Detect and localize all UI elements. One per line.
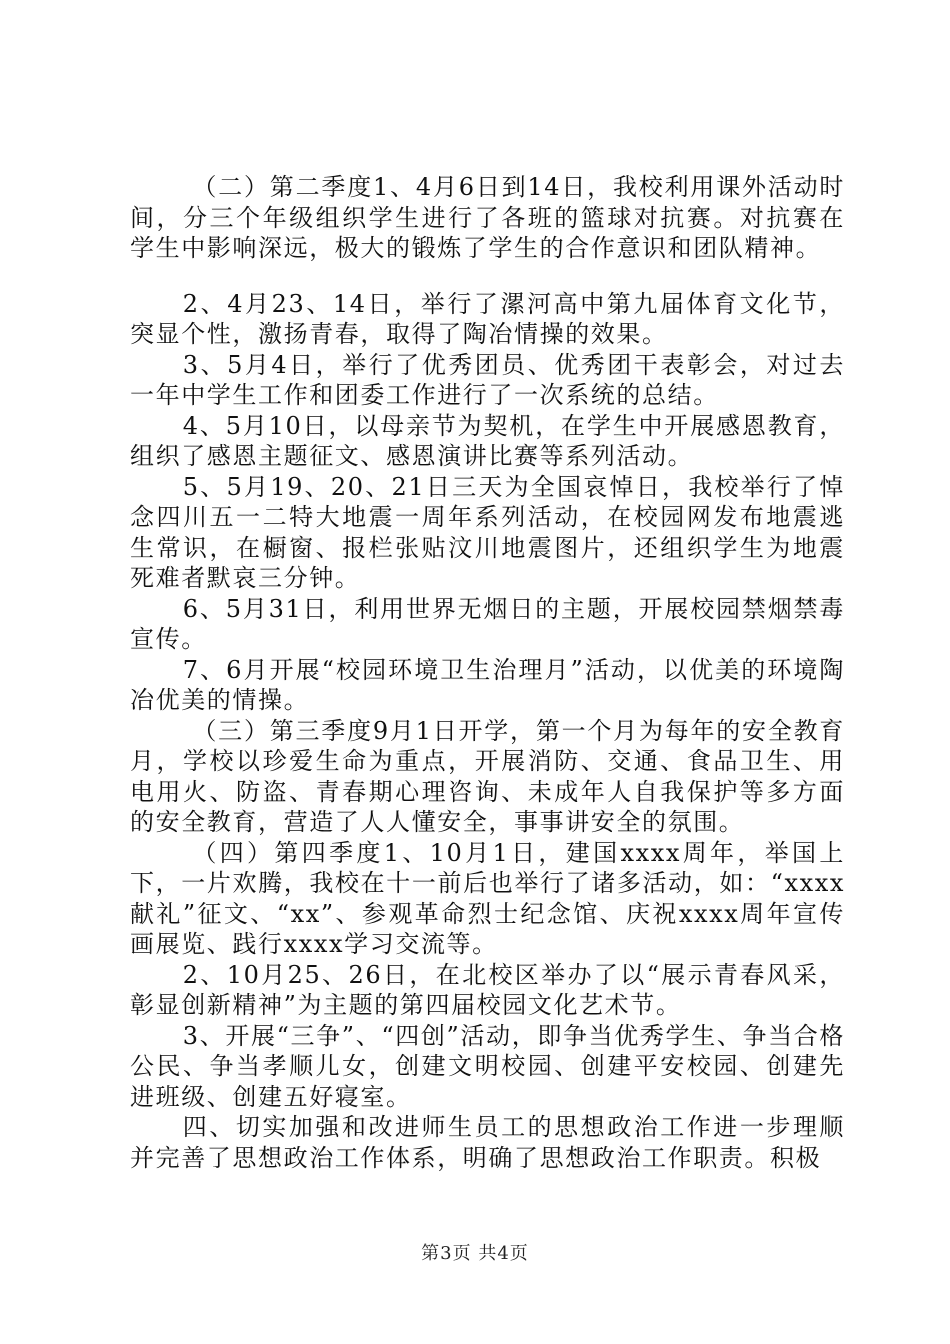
paragraph-section-four: 四、切实加强和改进师生员工的思想政治工作进一步理顺并完善了思想政治工作体系，明确了思想政治工作职责。积极 <box>130 1113 845 1172</box>
paragraph-q2-item6: 6、5月31日，利用世界无烟日的主题，开展校园禁烟禁毒宣传。 <box>130 594 845 653</box>
paragraph-q3: （三）第三季度9月1日开学，第一个月为每年的安全教育月，学校以珍爱生命为重点，开展消防、交通、食品卫生、用电用火、防盗、青春期心理咨询、未成年人自我保护等多方面的安全教育，营造了人人懂安全，事事讲安全的氛围。 <box>130 716 845 836</box>
page-footer: 第3页 共4页 <box>421 1243 529 1264</box>
paragraph-q4-item3: 3、开展“三争”、“四创”活动，即争当优秀学生、争当合格公民、争当孝顺儿女，创建文明校园、创建平安校园、创建先进班级、创建五好寝室。 <box>130 1021 845 1111</box>
paragraph-q2-item2: 2、4月23、14日，举行了漯河高中第九届体育文化节，突显个性，激扬青春，取得了陶冶情操的效果。 <box>130 289 845 348</box>
paragraph-q2-item4: 4、5月10日，以母亲节为契机，在学生中开展感恩教育，组织了感恩主题征文、感恩演讲比赛等系列活动。 <box>130 411 845 470</box>
paragraph-q4-item2: 2、10月25、26日，在北校区举办了以“展示青春风采，彰显创新精神”为主题的第四届校园文化艺术节。 <box>130 960 845 1019</box>
paragraph-q2-item1: （二）第二季度1、4月6日到14日，我校利用课外活动时间，分三个年级组织学生进行了各班的篮球对抗赛。对抗赛在学生中影响深远，极大的锻炼了学生的合作意识和团队精神。 <box>130 173 845 262</box>
paragraph-q2-item3: 3、5月4日，举行了优秀团员、优秀团干表彰会，对过去一年中学生工作和团委工作进行了一次系统的总结。 <box>130 350 845 409</box>
paragraph-q2-item7: 7、6月开展“校园环境卫生治理月”活动，以优美的环境陶冶优美的情操。 <box>130 655 845 714</box>
paragraph-q2-item5: 5、5月19、20、21日三天为全国哀悼日，我校举行了悼念四川五一二特大地震一周年系列活动，在校园网发布地震逃生常识，在橱窗、报栏张贴汶川地震图片，还组织学生为地震死难者默哀三分钟。 <box>130 472 845 592</box>
paragraph-q4-item1: （四）第四季度1、10月1日，建国xxxx周年，举国上下，一片欢腾，我校在十一前后也举行了诸多活动，如：“xxxx献礼”征文、“xx”、参观革命烈士纪念馆、庆祝xxxx周年宣传画展览、践行xxxx学习交流等。 <box>130 838 845 958</box>
document-body <box>130 172 845 1173</box>
